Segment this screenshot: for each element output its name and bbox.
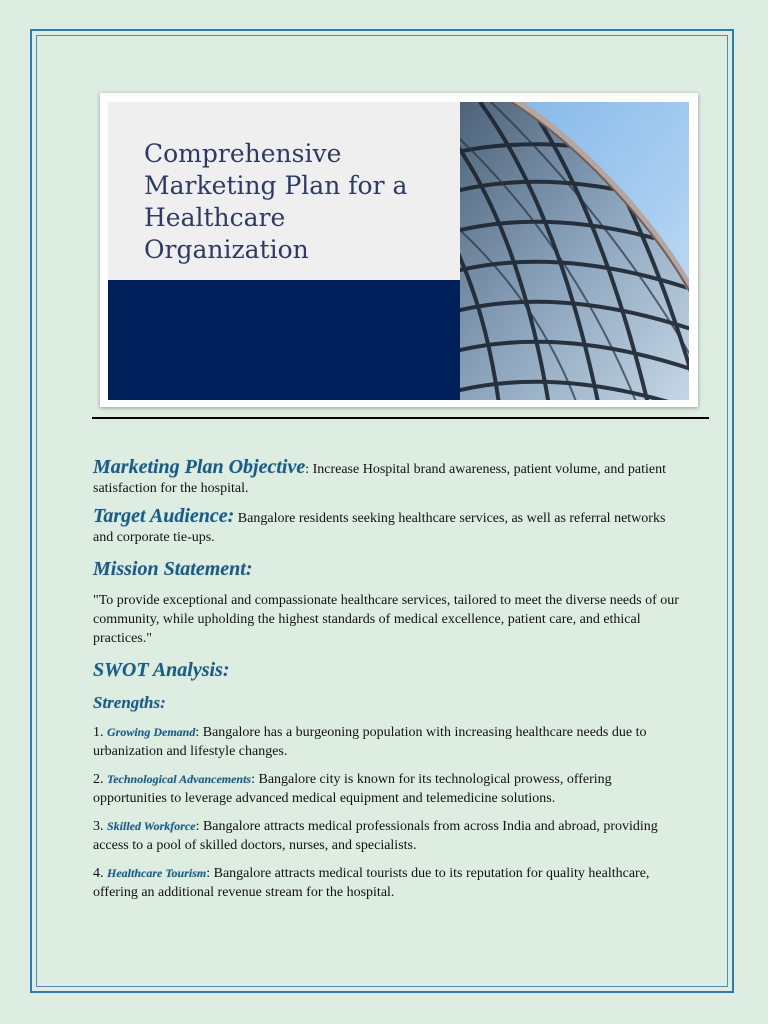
strength-text: : Bangalore attracts medical professionals from across India and abroad, providing access to a pool of skilled doctors, nurses, and specialists. [93,819,658,853]
strength-item [93,770,683,808]
strength-text: : Bangalore attracts medical tourists due to its reputation for quality healthcare, offering an additional revenue stream for the hospital. [93,866,650,900]
objective-heading: Marketing Plan Objective [93,456,306,478]
audience-heading: Target Audience: [93,505,235,527]
swot-heading: SWOT Analysis: [93,659,230,681]
strength-item [93,723,683,761]
strength-text: : Bangalore city is known for its technological prowess, offering opportunities to leverage advanced medical equipment and telemedicine solutions. [93,772,612,806]
strength-number: 2. [93,772,107,787]
mission-text: "To provide exceptional and compassionate healthcare services, tailored to meet the diverse needs of our community, while upholding the highest standards of medical excellence, patient care, and ethical practices." [93,593,679,646]
steel-lattice-roof-photo-icon [460,102,689,400]
strength-item [93,864,683,902]
document-body [93,458,683,902]
strength-term: Growing Demand [107,725,196,739]
strength-term: Healthcare Tourism [107,866,207,880]
strength-number: 3. [93,819,107,834]
objective-paragraph [93,458,683,498]
cover-banner [100,93,698,407]
audience-text: Bangalore residents seeking healthcare services, as well as referral networks and corporate tie-ups. [93,511,666,545]
cover-dark-panel [108,280,460,400]
cover-title-panel [108,102,460,280]
strength-item [93,817,683,855]
strength-text: : Bangalore has a burgeoning population with increasing healthcare needs due to urbanization and lifestyle changes. [93,725,647,759]
strengths-heading: Strengths: [93,693,166,712]
audience-paragraph [93,507,683,547]
objective-text: : Increase Hospital brand awareness, patient volume, and patient satisfaction for the hospital. [93,462,666,496]
cover-title: Comprehensive Marketing Plan for a Healthcare Organization [144,139,408,264]
strength-number: 1. [93,725,107,740]
strength-term: Skilled Workforce [107,819,196,833]
section-divider [92,417,709,419]
strength-number: 4. [93,866,107,881]
mission-heading: Mission Statement: [93,558,253,580]
strength-term: Technological Advancements [107,772,252,786]
